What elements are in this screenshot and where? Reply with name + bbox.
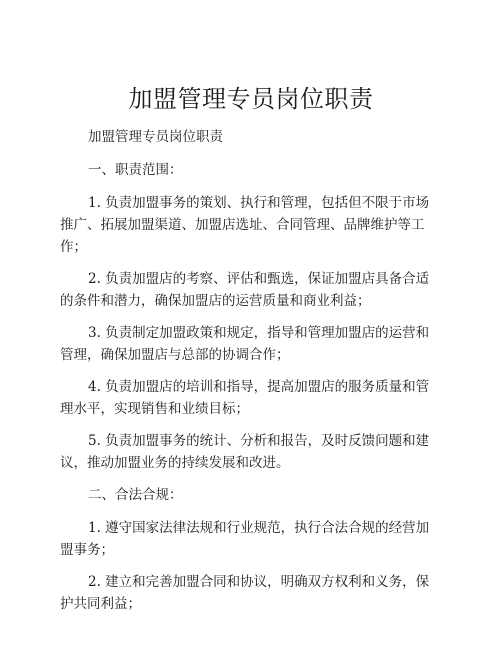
section-heading-compliance: 二、合法合规： [88, 487, 183, 503]
scope-item-1: 1. 负责加盟事务的策划、执行和管理，包括但不限于市场推广、拓展加盟渠道、加盟店选址、合同管理、品牌维护等工作； [60, 195, 430, 255]
document-title: 加盟管理专员岗位职责 [128, 85, 374, 113]
compliance-item-1: 1. 遵守国家法律法规和行业规范，执行合法合规的经营加盟事务； [60, 520, 430, 558]
compliance-item-2: 2. 建立和完善加盟合同和协议，明确双方权利和义务，保护共同利益； [60, 574, 430, 612]
scope-item-3: 3. 负责制定加盟政策和规定，指导和管理加盟店的运营和管理，确保加盟店与总部的协调合作； [60, 325, 430, 363]
scope-item-5: 5. 负责加盟事务的统计、分析和报告，及时反馈问题和建议，推动加盟业务的持续发展和改进。 [60, 433, 430, 471]
section-heading-scope: 一、职责范围： [88, 162, 183, 178]
subtitle-paragraph: 加盟管理专员岗位职责 [88, 129, 223, 145]
scope-item-4: 4. 负责加盟店的培训和指导，提高加盟店的服务质量和管理水平，实现销售和业绩目标； [60, 379, 430, 417]
scope-item-2: 2. 负责加盟店的考察、评估和甄选，保证加盟店具备合适的条件和潜力，确保加盟店的运营质量和商业利益； [60, 271, 430, 309]
document-body [60, 126, 432, 625]
